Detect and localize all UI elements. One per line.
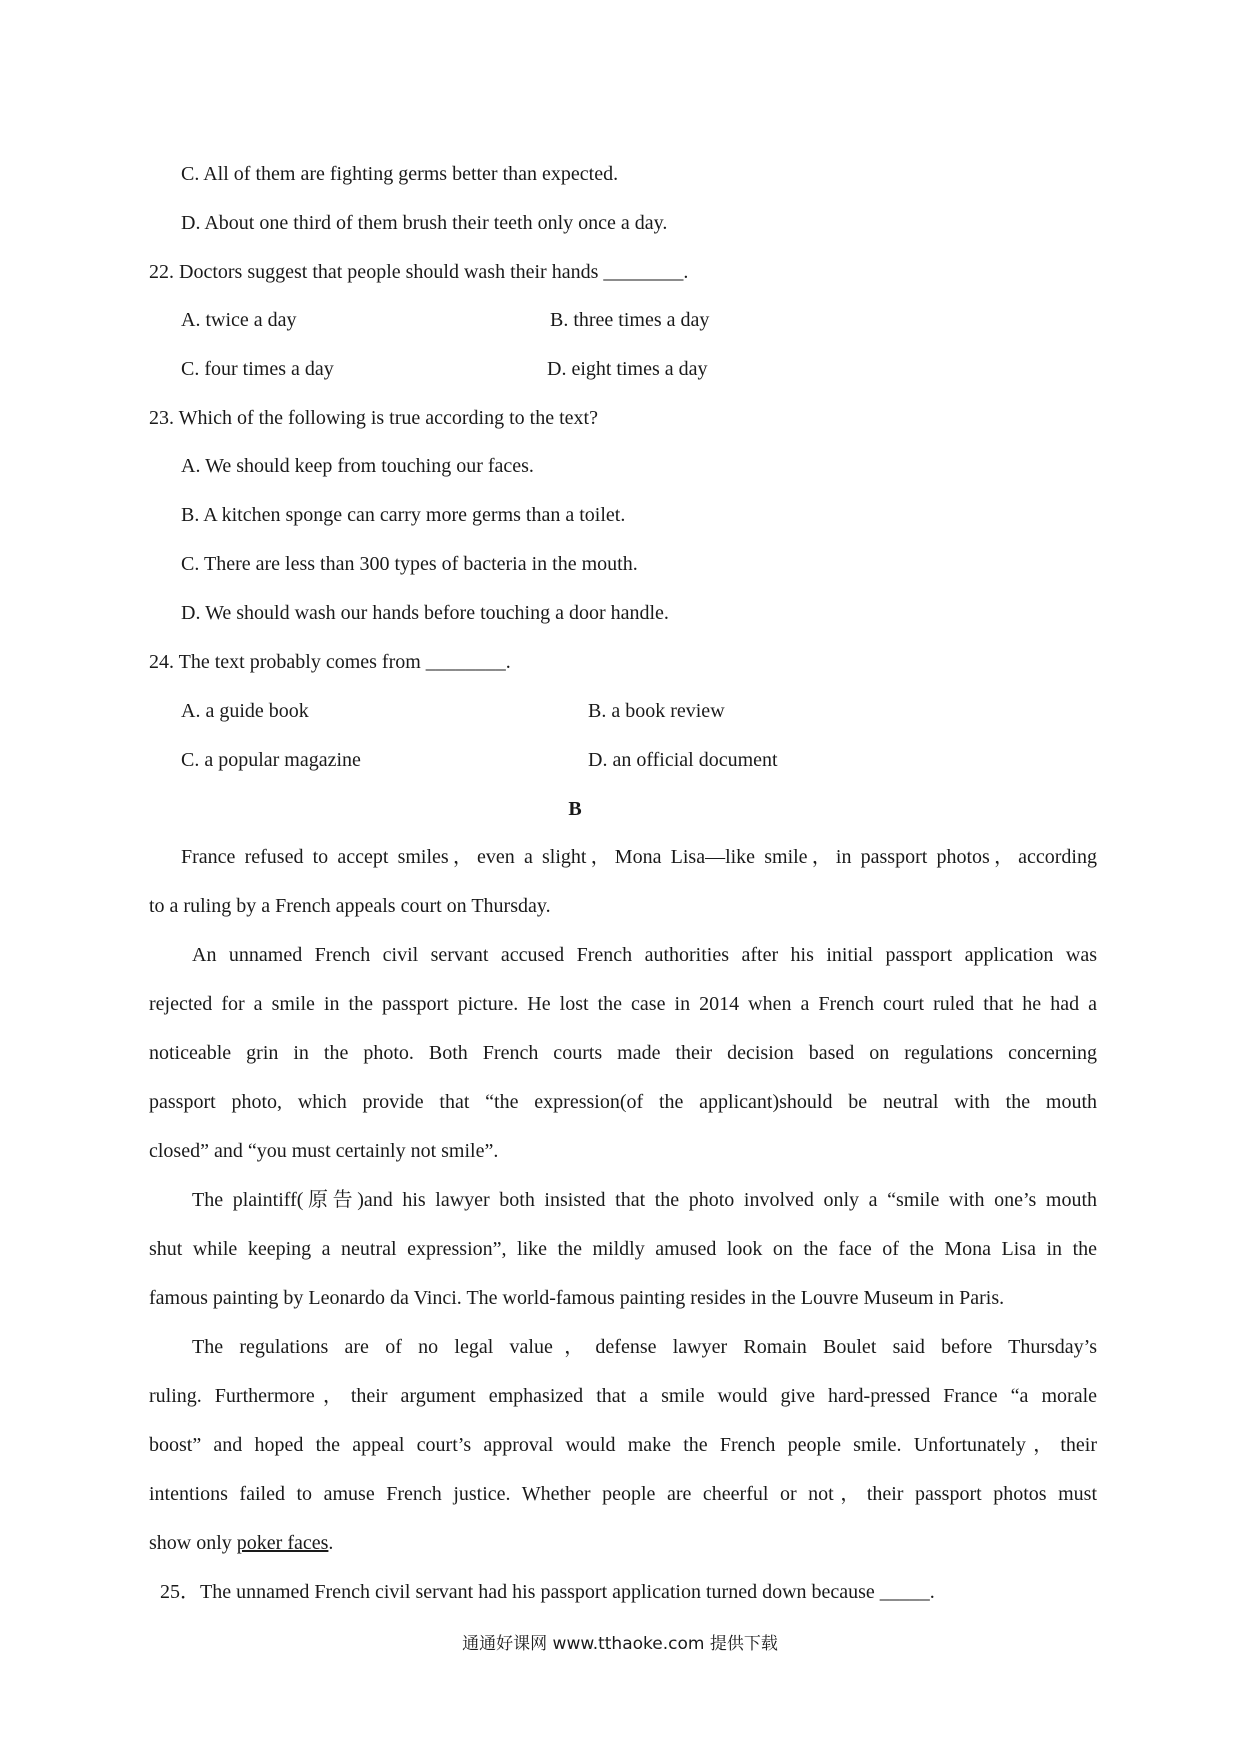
q21-option-d: D. About one third of them brush their teeth only once a day. [181, 212, 668, 234]
underlined-phrase-poker-faces: poker faces [236, 1532, 329, 1554]
passage-p2-line5: closed” and “you must certainly not smile”. [149, 1140, 499, 1162]
q24-option-d: D. an official document [588, 749, 778, 771]
passage-p1-line1: France refused to accept smiles，even a slight，Mona Lisa—like smile，in passport photos，according [181, 846, 1097, 868]
q23-option-d: D. We should wash our hands before touching a door handle. [181, 602, 669, 624]
passage-p2-line3: noticeable grin in the photo. Both French courts made their decision based on regulations concerning [149, 1042, 1097, 1064]
passage-p3-line2: shut while keeping a neutral expression”, like the mildly amused look on the face of the Mona Lisa in the [149, 1238, 1097, 1260]
q21-option-c: C. All of them are fighting germs better than expected. [181, 163, 619, 185]
q24-option-b: B. a book review [588, 700, 725, 722]
q22-option-c: C. four times a day [181, 358, 334, 380]
passage-p3-line1: The plaintiff(原告)and his lawyer both insisted that the photo involved only a “smile with one’s mouth [192, 1189, 1097, 1211]
q25-stem: 25．The unnamed French civil servant had his passport application turned down because _____. [160, 1581, 935, 1603]
q24-stem: 24. The text probably comes from ________. [149, 651, 511, 673]
q22-option-b: B. three times a day [550, 309, 710, 331]
q22-option-d: D. eight times a day [547, 358, 708, 380]
q23-stem: 23. Which of the following is true according to the text? [149, 407, 598, 429]
passage-p4-line1: The regulations are of no legal value，defense lawyer Romain Boulet said before Thursday’s [192, 1336, 1097, 1358]
section-b-heading: B [568, 798, 582, 820]
passage-p4-line4: intentions failed to amuse French justice. Whether people are cheerful or not，their passport photos must [149, 1483, 1097, 1505]
passage-p4-line5-prefix: show only [149, 1532, 237, 1554]
passage-p2-line2: rejected for a smile in the passport picture. He lost the case in 2014 when a French court ruled that he had a [149, 993, 1097, 1015]
passage-p3-line3: famous painting by Leonardo da Vinci. The world-famous painting resides in the Louvre Museum in Paris. [149, 1287, 1005, 1309]
q24-option-c: C. a popular magazine [181, 749, 361, 771]
passage-p4-line5-suffix: . [328, 1532, 334, 1554]
passage-p2-line1: An unnamed French civil servant accused French authorities after his initial passport application was [192, 944, 1097, 966]
q23-option-b: B. A kitchen sponge can carry more germs than a toilet. [181, 504, 626, 526]
passage-p4-line3: boost” and hoped the appeal court’s approval would make the French people smile. Unfortunately，their [149, 1434, 1097, 1456]
q22-option-a: A. twice a day [181, 309, 297, 331]
passage-p2-line4: passport photo, which provide that “the expression(of the applicant)should be neutral with the mouth [149, 1091, 1097, 1113]
passage-p1-line2: to a ruling by a French appeals court on Thursday. [149, 895, 551, 917]
page-footer: 通通好课网 www.tthaoke.com 提供下载 [462, 1634, 778, 1654]
q24-option-a: A. a guide book [181, 700, 309, 722]
q23-option-c: C. There are less than 300 types of bacteria in the mouth. [181, 553, 638, 575]
passage-p4-line5 [149, 1529, 333, 1557]
q23-option-a: A. We should keep from touching our faces. [181, 455, 534, 477]
passage-p4-line2: ruling. Furthermore，their argument emphasized that a smile would give hard-pressed France “a morale [149, 1385, 1097, 1407]
q22-stem: 22. Doctors suggest that people should wash their hands ________. [149, 261, 689, 283]
